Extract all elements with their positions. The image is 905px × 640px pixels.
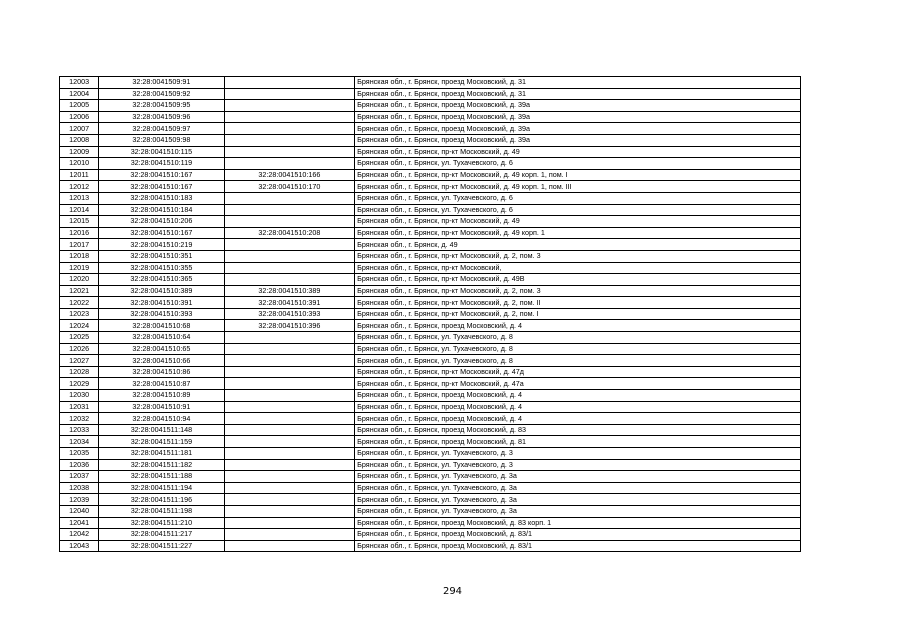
row-number-cell: 12038 [60, 482, 99, 494]
cadastral-number-cell: 32:28:0041510:389 [99, 285, 225, 297]
related-cadastral-number-cell [224, 262, 355, 274]
cadastral-number-cell: 32:28:0041510:219 [99, 239, 225, 251]
row-number-cell: 12006 [60, 111, 99, 123]
row-number-cell: 12026 [60, 343, 99, 355]
page-number: 294 [442, 586, 463, 597]
address-cell: Брянская обл., г. Брянск, проезд Московский, д. 83/1 [355, 540, 801, 552]
related-cadastral-number-cell [224, 378, 355, 390]
row-number-cell: 12015 [60, 216, 99, 228]
table-row [60, 436, 801, 448]
address-cell: Брянская обл., г. Брянск, ул. Тухачевского, д. 3 [355, 459, 801, 471]
table-row [60, 343, 801, 355]
related-cadastral-number-cell [224, 192, 355, 204]
related-cadastral-number-cell [224, 134, 355, 146]
address-cell: Брянская обл., г. Брянск, пр-кт Московский, д. 2, пом. II [355, 297, 801, 309]
cadastral-number-cell: 32:28:0041511:194 [99, 482, 225, 494]
row-number-cell: 12035 [60, 448, 99, 460]
table-row [60, 366, 801, 378]
address-cell: Брянская обл., г. Брянск, ул. Тухачевского, д. 6 [355, 204, 801, 216]
cadastral-number-cell: 32:28:0041510:391 [99, 297, 225, 309]
row-number-cell: 12042 [60, 529, 99, 541]
address-cell: Брянская обл., г. Брянск, пр-кт Московский, д. 47д [355, 366, 801, 378]
cadastral-number-cell: 32:28:0041510:87 [99, 378, 225, 390]
related-cadastral-number-cell: 32:28:0041510:166 [224, 169, 355, 181]
row-number-cell: 12011 [60, 169, 99, 181]
cadastral-number-cell: 32:28:0041510:351 [99, 250, 225, 262]
row-number-cell: 12022 [60, 297, 99, 309]
cadastral-number-cell: 32:28:0041510:184 [99, 204, 225, 216]
cadastral-number-cell: 32:28:0041509:96 [99, 111, 225, 123]
table-row [60, 204, 801, 216]
table-row [60, 250, 801, 262]
related-cadastral-number-cell [224, 332, 355, 344]
address-cell: Брянская обл., г. Брянск, д. 49 [355, 239, 801, 251]
table-row [60, 540, 801, 552]
table-row [60, 448, 801, 460]
table-row [60, 158, 801, 170]
row-number-cell: 12018 [60, 250, 99, 262]
related-cadastral-number-cell [224, 158, 355, 170]
row-number-cell: 12027 [60, 355, 99, 367]
address-cell: Брянская обл., г. Брянск, проезд Московский, д. 39а [355, 134, 801, 146]
cadastral-number-cell: 32:28:0041511:182 [99, 459, 225, 471]
cadastral-number-cell: 32:28:0041511:198 [99, 505, 225, 517]
table-row [60, 192, 801, 204]
row-number-cell: 12023 [60, 308, 99, 320]
cadastral-number-cell: 32:28:0041509:92 [99, 88, 225, 100]
address-cell: Брянская обл., г. Брянск, проезд Московский, д. 81 [355, 436, 801, 448]
table-row [60, 181, 801, 193]
address-cell: Брянская обл., г. Брянск, проезд Московский, д. 39а [355, 100, 801, 112]
address-cell: Брянская обл., г. Брянск, пр-кт Московский, д. 2, пом. 3 [355, 250, 801, 262]
table-row [60, 355, 801, 367]
table-row [60, 262, 801, 274]
row-number-cell: 12039 [60, 494, 99, 506]
address-cell: Брянская обл., г. Брянск, ул. Тухачевского, д. 8 [355, 355, 801, 367]
table-row [60, 517, 801, 529]
table-row [60, 378, 801, 390]
address-cell: Брянская обл., г. Брянск, проезд Московский, д. 31 [355, 77, 801, 89]
address-cell: Брянская обл., г. Брянск, ул. Тухачевского, д. 3а [355, 494, 801, 506]
related-cadastral-number-cell [224, 471, 355, 483]
related-cadastral-number-cell: 32:28:0041510:208 [224, 227, 355, 239]
related-cadastral-number-cell [224, 366, 355, 378]
related-cadastral-number-cell [224, 250, 355, 262]
table-row [60, 459, 801, 471]
address-cell: Брянская обл., г. Брянск, ул. Тухачевского, д. 6 [355, 192, 801, 204]
row-number-cell: 12021 [60, 285, 99, 297]
row-number-cell: 12020 [60, 274, 99, 286]
related-cadastral-number-cell [224, 494, 355, 506]
row-number-cell: 12033 [60, 424, 99, 436]
address-cell: Брянская обл., г. Брянск, проезд Московский, д. 4 [355, 401, 801, 413]
table-row [60, 320, 801, 332]
address-cell: Брянская обл., г. Брянск, ул. Тухачевского, д. 8 [355, 343, 801, 355]
table-row [60, 482, 801, 494]
table-row [60, 390, 801, 402]
table-row [60, 471, 801, 483]
row-number-cell: 12036 [60, 459, 99, 471]
table-row [60, 169, 801, 181]
address-cell: Брянская обл., г. Брянск, пр-кт Московский, д. 49 [355, 216, 801, 228]
row-number-cell: 12012 [60, 181, 99, 193]
address-cell: Брянская обл., г. Брянск, пр-кт Московский, д. 49 корп. 1 [355, 227, 801, 239]
table-row [60, 77, 801, 89]
cadastral-number-cell: 32:28:0041510:183 [99, 192, 225, 204]
related-cadastral-number-cell [224, 77, 355, 89]
related-cadastral-number-cell [224, 436, 355, 448]
table-row [60, 100, 801, 112]
address-cell: Брянская обл., г. Брянск, пр-кт Московский, д. 2, пом. 3 [355, 285, 801, 297]
cadastral-number-cell: 32:28:0041511:217 [99, 529, 225, 541]
cadastral-number-cell: 32:28:0041509:91 [99, 77, 225, 89]
table-row [60, 308, 801, 320]
table-row [60, 413, 801, 425]
row-number-cell: 12031 [60, 401, 99, 413]
cadastral-number-cell: 32:28:0041511:181 [99, 448, 225, 460]
table-row [60, 239, 801, 251]
related-cadastral-number-cell [224, 123, 355, 135]
cadastral-number-cell: 32:28:0041510:65 [99, 343, 225, 355]
row-number-cell: 12025 [60, 332, 99, 344]
table-row [60, 401, 801, 413]
register-table [59, 76, 801, 552]
cadastral-number-cell: 32:28:0041510:94 [99, 413, 225, 425]
row-number-cell: 12009 [60, 146, 99, 158]
table-row [60, 529, 801, 541]
related-cadastral-number-cell [224, 401, 355, 413]
related-cadastral-number-cell [224, 448, 355, 460]
address-cell: Брянская обл., г. Брянск, проезд Московский, д. 83 [355, 424, 801, 436]
address-cell: Брянская обл., г. Брянск, пр-кт Московский, д. 49В [355, 274, 801, 286]
table-row [60, 134, 801, 146]
address-cell: Брянская обл., г. Брянск, проезд Московский, д. 31 [355, 88, 801, 100]
row-number-cell: 12005 [60, 100, 99, 112]
cadastral-number-cell: 32:28:0041510:167 [99, 227, 225, 239]
row-number-cell: 12032 [60, 413, 99, 425]
cadastral-number-cell: 32:28:0041510:206 [99, 216, 225, 228]
cadastral-number-cell: 32:28:0041509:97 [99, 123, 225, 135]
address-cell: Брянская обл., г. Брянск, ул. Тухачевского, д. 3а [355, 482, 801, 494]
table-row [60, 494, 801, 506]
row-number-cell: 12024 [60, 320, 99, 332]
cadastral-number-cell: 32:28:0041510:89 [99, 390, 225, 402]
address-cell: Брянская обл., г. Брянск, проезд Московский, д. 4 [355, 413, 801, 425]
row-number-cell: 12008 [60, 134, 99, 146]
row-number-cell: 12041 [60, 517, 99, 529]
cadastral-number-cell: 32:28:0041510:86 [99, 366, 225, 378]
cadastral-number-cell: 32:28:0041510:66 [99, 355, 225, 367]
row-number-cell: 12029 [60, 378, 99, 390]
cadastral-number-cell: 32:28:0041511:159 [99, 436, 225, 448]
row-number-cell: 12034 [60, 436, 99, 448]
row-number-cell: 12016 [60, 227, 99, 239]
address-cell: Брянская обл., г. Брянск, проезд Московский, д. 39а [355, 123, 801, 135]
register-table-body [60, 77, 801, 552]
row-number-cell: 12028 [60, 366, 99, 378]
table-row [60, 505, 801, 517]
related-cadastral-number-cell [224, 390, 355, 402]
table-row [60, 227, 801, 239]
cadastral-number-cell: 32:28:0041509:95 [99, 100, 225, 112]
related-cadastral-number-cell [224, 100, 355, 112]
related-cadastral-number-cell [224, 239, 355, 251]
related-cadastral-number-cell: 32:28:0041510:396 [224, 320, 355, 332]
cadastral-number-cell: 32:28:0041511:196 [99, 494, 225, 506]
cadastral-number-cell: 32:28:0041511:210 [99, 517, 225, 529]
related-cadastral-number-cell [224, 459, 355, 471]
cadastral-number-cell: 32:28:0041510:167 [99, 169, 225, 181]
related-cadastral-number-cell [224, 482, 355, 494]
related-cadastral-number-cell [224, 517, 355, 529]
related-cadastral-number-cell [224, 216, 355, 228]
cadastral-number-cell: 32:28:0041510:115 [99, 146, 225, 158]
related-cadastral-number-cell: 32:28:0041510:389 [224, 285, 355, 297]
row-number-cell: 12003 [60, 77, 99, 89]
row-number-cell: 12040 [60, 505, 99, 517]
related-cadastral-number-cell [224, 343, 355, 355]
row-number-cell: 12019 [60, 262, 99, 274]
related-cadastral-number-cell [224, 88, 355, 100]
related-cadastral-number-cell: 32:28:0041510:391 [224, 297, 355, 309]
table-row [60, 111, 801, 123]
address-cell: Брянская обл., г. Брянск, пр-кт Московский, д. 49 [355, 146, 801, 158]
address-cell: Брянская обл., г. Брянск, пр-кт Московский, д. 47а [355, 378, 801, 390]
address-cell: Брянская обл., г. Брянск, пр-кт Московский, [355, 262, 801, 274]
table-row [60, 424, 801, 436]
table-row [60, 332, 801, 344]
row-number-cell: 12004 [60, 88, 99, 100]
cadastral-number-cell: 32:28:0041510:393 [99, 308, 225, 320]
row-number-cell: 12043 [60, 540, 99, 552]
related-cadastral-number-cell [224, 505, 355, 517]
row-number-cell: 12007 [60, 123, 99, 135]
table-row [60, 297, 801, 309]
table-row [60, 146, 801, 158]
table-row [60, 88, 801, 100]
table-row [60, 123, 801, 135]
related-cadastral-number-cell [224, 204, 355, 216]
cadastral-number-cell: 32:28:0041510:119 [99, 158, 225, 170]
related-cadastral-number-cell [224, 111, 355, 123]
related-cadastral-number-cell [224, 424, 355, 436]
cadastral-number-cell: 32:28:0041510:68 [99, 320, 225, 332]
cadastral-number-cell: 32:28:0041511:188 [99, 471, 225, 483]
address-cell: Брянская обл., г. Брянск, ул. Тухачевского, д. 3а [355, 505, 801, 517]
cadastral-number-cell: 32:28:0041510:355 [99, 262, 225, 274]
cadastral-number-cell: 32:28:0041510:365 [99, 274, 225, 286]
row-number-cell: 12010 [60, 158, 99, 170]
related-cadastral-number-cell [224, 413, 355, 425]
address-cell: Брянская обл., г. Брянск, проезд Московский, д. 83 корп. 1 [355, 517, 801, 529]
row-number-cell: 12037 [60, 471, 99, 483]
related-cadastral-number-cell: 32:28:0041510:393 [224, 308, 355, 320]
cadastral-number-cell: 32:28:0041510:167 [99, 181, 225, 193]
cadastral-number-cell: 32:28:0041509:98 [99, 134, 225, 146]
related-cadastral-number-cell [224, 540, 355, 552]
table-row [60, 216, 801, 228]
address-cell: Брянская обл., г. Брянск, ул. Тухачевского, д. 3 [355, 448, 801, 460]
address-cell: Брянская обл., г. Брянск, ул. Тухачевского, д. 6 [355, 158, 801, 170]
related-cadastral-number-cell [224, 529, 355, 541]
table-row [60, 285, 801, 297]
address-cell: Брянская обл., г. Брянск, проезд Московский, д. 39а [355, 111, 801, 123]
related-cadastral-number-cell [224, 146, 355, 158]
address-cell: Брянская обл., г. Брянск, проезд Московский, д. 83/1 [355, 529, 801, 541]
address-cell: Брянская обл., г. Брянск, проезд Московский, д. 4 [355, 390, 801, 402]
related-cadastral-number-cell [224, 274, 355, 286]
related-cadastral-number-cell [224, 355, 355, 367]
cadastral-number-cell: 32:28:0041510:64 [99, 332, 225, 344]
row-number-cell: 12017 [60, 239, 99, 251]
row-number-cell: 12014 [60, 204, 99, 216]
address-cell: Брянская обл., г. Брянск, проезд Московский, д. 4 [355, 320, 801, 332]
row-number-cell: 12030 [60, 390, 99, 402]
cadastral-number-cell: 32:28:0041510:91 [99, 401, 225, 413]
address-cell: Брянская обл., г. Брянск, пр-кт Московский, д. 49 корп. 1, пом. I [355, 169, 801, 181]
cadastral-number-cell: 32:28:0041511:227 [99, 540, 225, 552]
address-cell: Брянская обл., г. Брянск, ул. Тухачевского, д. 8 [355, 332, 801, 344]
row-number-cell: 12013 [60, 192, 99, 204]
related-cadastral-number-cell: 32:28:0041510:170 [224, 181, 355, 193]
cadastral-number-cell: 32:28:0041511:148 [99, 424, 225, 436]
address-cell: Брянская обл., г. Брянск, ул. Тухачевского, д. 3а [355, 471, 801, 483]
address-cell: Брянская обл., г. Брянск, пр-кт Московский, д. 49 корп. 1, пом. III [355, 181, 801, 193]
table-row [60, 274, 801, 286]
address-cell: Брянская обл., г. Брянск, пр-кт Московский, д. 2, пом. I [355, 308, 801, 320]
